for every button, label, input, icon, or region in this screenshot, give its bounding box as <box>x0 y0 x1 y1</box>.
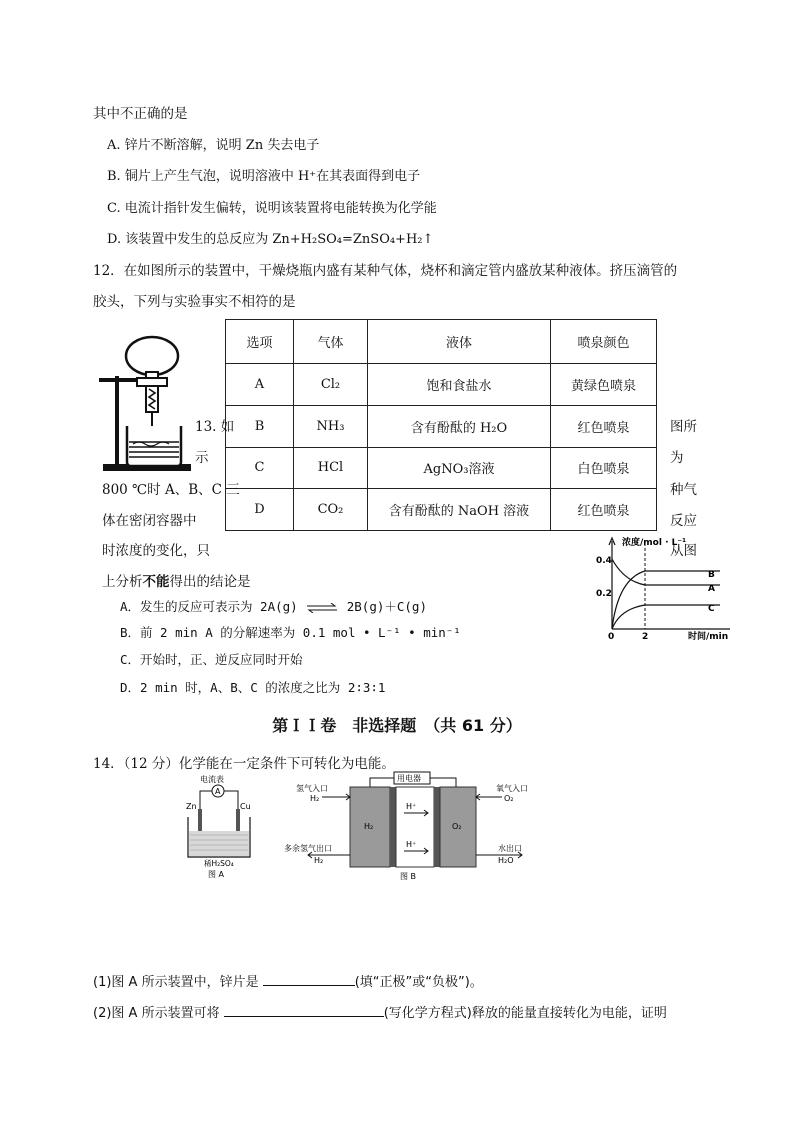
section-title: 第ＩＩ卷 非选择题 （共 61 分） <box>272 716 522 735</box>
q13-option-d <box>120 678 385 696</box>
series-label: C <box>708 604 715 614</box>
q13-fragment: 种气 <box>670 482 697 498</box>
option-text: 该装置中发生的总反应为 Zn+H₂SO₄=ZnSO₄+H₂↑ <box>125 232 434 247</box>
q13-concentration-graph <box>594 533 738 641</box>
figb-ion-label: H⁺ <box>406 840 417 849</box>
graph-ytick: 0.2 <box>596 589 612 599</box>
graph-xtick: 2 <box>642 632 649 641</box>
figb-o2-inlet: 氧气入口 <box>496 784 528 793</box>
option-text: 铜片上产生气泡，说明溶液中 H⁺在其表面得到电子 <box>124 169 421 184</box>
table-cell: 饱和食盐水 <box>368 364 551 406</box>
table-row <box>226 489 657 531</box>
series-a-curve <box>612 559 720 585</box>
option-label: C. <box>107 201 121 216</box>
table-header-cell: 选项 <box>226 320 294 364</box>
q13-fragment: 示 <box>195 450 209 466</box>
table-cell: 红色喷泉 <box>551 489 657 531</box>
graph-ylabel: 浓度/mol · L⁻¹ <box>622 538 687 548</box>
q13-stem-pre: 上分析 <box>102 574 143 590</box>
q14-figure-a <box>182 773 262 881</box>
q11-option-c <box>107 197 437 216</box>
figb-h2-outlet-formula: H₂ <box>314 856 324 865</box>
figa-zn-label: Zn <box>186 802 197 811</box>
table-row <box>226 405 657 447</box>
q13-fragment: 13. 如 <box>195 419 235 435</box>
table-row <box>226 364 657 406</box>
q11-stem: 其中不正确的是 <box>93 106 188 122</box>
table-cell: 含有酚酞的 H₂O <box>368 405 551 447</box>
q13-fragment: 为 <box>670 450 684 466</box>
figb-o2-inlet-formula: O₂ <box>504 794 514 803</box>
q11-option-b <box>107 165 420 184</box>
table-cell: 白色喷泉 <box>551 447 657 489</box>
table-cell: NH₃ <box>294 405 368 447</box>
q14-sub1-pre: (1)图 A 所示装置中，锌片是 <box>93 975 259 990</box>
option-label: D． <box>120 680 141 695</box>
option-text: 电流计指针发生偏转，说明该装置将电能转换为化学能 <box>124 201 437 216</box>
q14-sub1-post: (填“正极”或“负极”)。 <box>354 975 483 990</box>
figb-right-chamber: O₂ <box>452 822 462 831</box>
series-label: A <box>708 584 715 594</box>
table-cell: D <box>226 489 294 531</box>
option-text: 锌片不断溶解，说明 Zn 失去电子 <box>124 138 320 153</box>
table-header-cell: 气体 <box>294 320 368 364</box>
figa-caption: 图 A <box>208 870 225 879</box>
table-cell: Cl₂ <box>294 364 368 406</box>
table-cell: AgNO₃溶液 <box>368 447 551 489</box>
q13-option-c <box>120 650 303 668</box>
figb-h2-inlet: 氢气入口 <box>296 784 328 793</box>
table-cell: B <box>226 405 294 447</box>
q13-fragment: 图所 <box>670 419 697 435</box>
table-cell: HCl <box>294 447 368 489</box>
option-label: A. <box>107 138 121 153</box>
figb-h2-inlet-formula: H₂ <box>310 794 320 803</box>
answer-blank[interactable] <box>263 973 355 986</box>
figb-water-outlet: 水出口 <box>498 844 522 853</box>
figa-meter-label: 电流表 <box>200 775 224 784</box>
option-label: B. <box>107 169 121 184</box>
q14-sub2-post: (写化学方程式)释放的能量直接转化为电能，证明 <box>383 1006 667 1021</box>
figb-ion-label: H⁺ <box>406 802 417 811</box>
q13-option-b <box>120 623 461 641</box>
figa-cu-label: Cu <box>240 802 251 811</box>
option-text: 2 min 时，A、B、C 的浓度之比为 2∶3∶1 <box>140 680 386 695</box>
q13-fragment: 体在密闭容器中 <box>102 513 197 529</box>
series-label: B <box>708 570 715 580</box>
option-label: C． <box>120 652 141 667</box>
figa-solution-label: 稀H₂SO₄ <box>204 859 234 868</box>
equilibrium-arrow-icon <box>305 603 339 613</box>
q14-sub2 <box>93 1002 667 1021</box>
q12-stem-line1: 12．在如图所示的装置中，干燥烧瓶内盛有某种气体，烧杯和滴定管内盛放某种液体。挤压滴管的 <box>93 263 678 279</box>
q13-fragment: 时浓度的变化，只 <box>102 543 210 559</box>
table-cell: A <box>226 364 294 406</box>
q14-stem: 14．（12 分）化学能在一定条件下可转化为电能。 <box>93 756 395 772</box>
table-cell: 黄绿色喷泉 <box>551 364 657 406</box>
q14-figure-b <box>282 769 542 882</box>
table-cell: CO₂ <box>294 489 368 531</box>
option-label: B． <box>120 625 141 640</box>
q13-option-a <box>120 597 427 615</box>
q12-table <box>225 319 657 531</box>
option-text: 开始时，正、逆反应同时开始 <box>140 652 303 667</box>
graph-xtick: 0 <box>608 632 615 641</box>
graph-xlabel: 时间/min <box>688 632 729 641</box>
table-cell: 含有酚酞的 NaOH 溶液 <box>368 489 551 531</box>
table-header-cell: 液体 <box>368 320 551 364</box>
figb-water-formula: H₂O <box>498 856 514 865</box>
q11-option-d <box>107 228 433 247</box>
answer-blank[interactable] <box>224 1004 384 1017</box>
figb-caption: 图 B <box>400 872 417 881</box>
q14-sub2-pre: (2)图 A 所示装置可将 <box>93 1006 220 1021</box>
table-header-cell: 喷泉颜色 <box>551 320 657 364</box>
table-cell: C <box>226 447 294 489</box>
figb-device-label: 用电器 <box>397 774 421 783</box>
figb-h2-outlet: 多余氢气出口 <box>284 844 332 853</box>
series-b-curve <box>612 571 720 629</box>
q12-stem-line2: 胶头，下列与实验事实不相符的是 <box>93 294 296 310</box>
option-text: 发生的反应可表示为 2A(g) <box>140 599 298 614</box>
q13-stem-emphasis: 不能 <box>142 574 170 590</box>
figa-meter-symbol: A <box>215 787 221 796</box>
option-label: D. <box>107 232 122 247</box>
table-cell: 红色喷泉 <box>551 405 657 447</box>
q13-fragment: 800 ℃时 A、B、C 三 <box>102 482 240 498</box>
q14-sub1 <box>93 971 483 990</box>
q13-fragment: 反应 <box>670 513 697 529</box>
q13-fragment: 从图 <box>670 543 697 559</box>
table-row <box>226 447 657 489</box>
graph-ytick: 0.4 <box>596 556 612 566</box>
q13-stem <box>102 570 251 590</box>
option-text: 2B(g)＋C(g) <box>346 599 427 614</box>
option-label: A． <box>120 599 141 614</box>
figb-left-chamber: H₂ <box>364 822 374 831</box>
fountain-apparatus-figure <box>97 334 197 476</box>
option-text: 前 2 min A 的分解速率为 0.1 mol • L⁻¹ • min⁻¹ <box>140 625 461 640</box>
series-c-curve <box>612 605 720 629</box>
q11-option-a <box>107 134 319 153</box>
q13-stem-post: 得出的结论是 <box>169 574 251 590</box>
table-header-row <box>226 320 657 364</box>
